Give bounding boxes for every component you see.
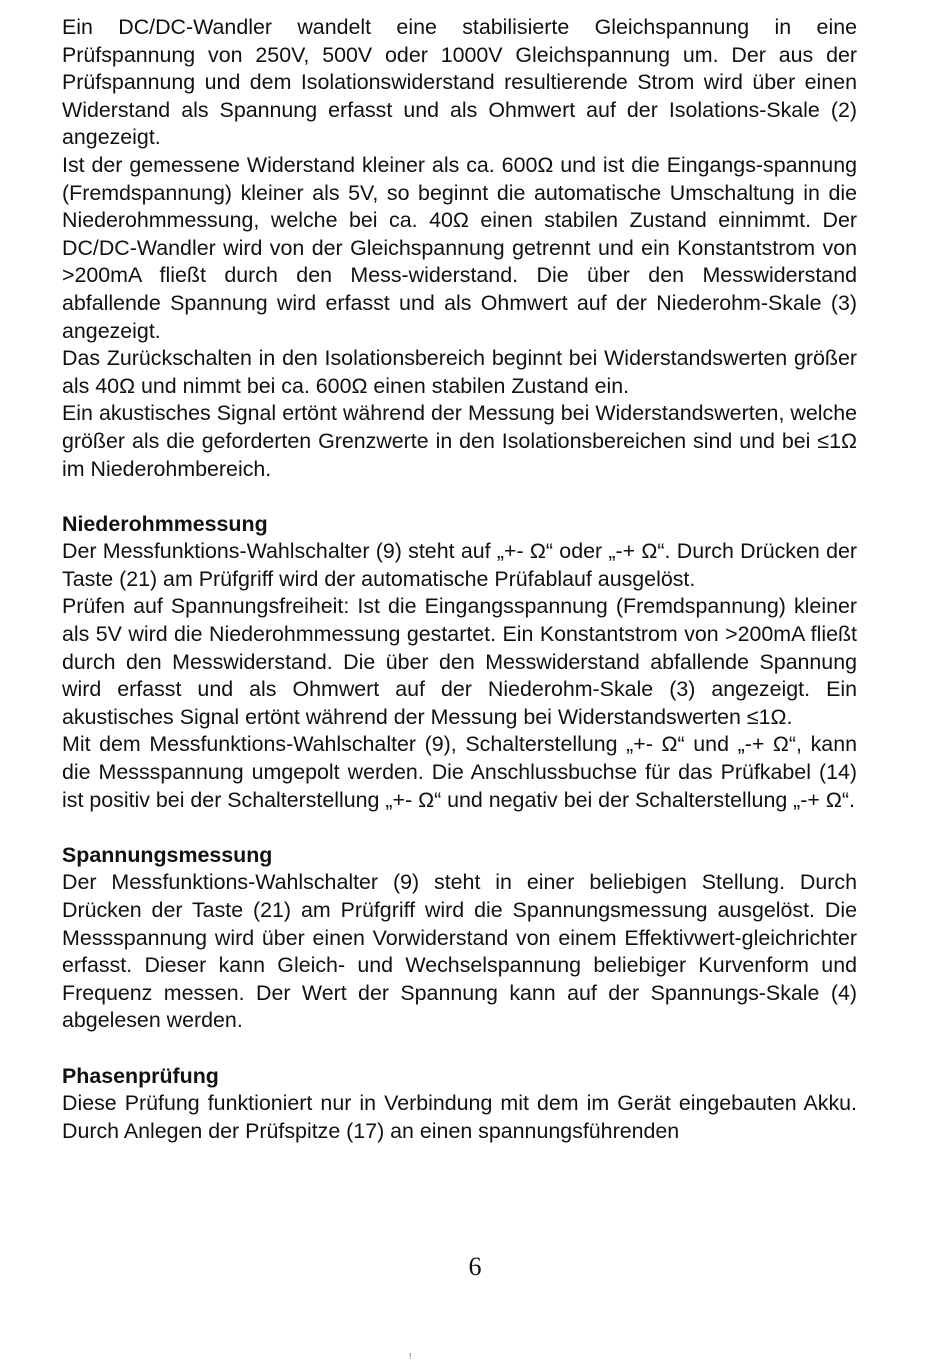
niederohm-paragraph-3: Mit dem Messfunktions-Wahlschalter (9), Schalterstellung „+- Ω“ und „-+ Ω“, kann die Messspannung umgepolt werden. Die Anschlussbuchse für das Prüfkabel (14) ist positiv bei der Schalterstellung „+- Ω“ und negativ bei der Schalterstellung „-+ Ω“.: [62, 732, 857, 812]
intro-paragraph-low-resistance-switch: Ist der gemessene Widerstand kleiner als ca. 600Ω und ist die Eingangs-spannung (Fremdspannung) kleiner als 5V, so beginnt die automatische Umschaltung in die Niederohmmessung, welche bei ca. 40Ω einen stabilen Zustand einnimmt. Der DC/DC-Wandler wird von der Gleichspannung getrennt und ein Konstantstrom von >200mA fließt durch den Mess-widerstand. Die über den Messwiderstand abfallende Spannung wird erfasst und als Ohmwert auf der Niederohm-Skale (3) angezeigt.: [62, 152, 857, 343]
niederohm-paragraph-1: Der Messfunktions-Wahlschalter (9) steht auf „+- Ω“ oder „-+ Ω“. Durch Drücken der Taste (21) am Prüfgriff wird der automatische Prüfablauf ausgelöst.: [62, 539, 857, 591]
section-heading-phasenpruefung: Phasenprüfung: [62, 1063, 219, 1088]
section-heading-spannungsmessung: Spannungsmessung: [62, 842, 273, 867]
spannung-paragraph-1: Der Messfunktions-Wahlschalter (9) steht in einer beliebigen Stellung. Durch Drücken der Taste (21) am Prüfgriff wird die Spannungsmessung ausgelöst. Die Messspannung wird über einen Vorwiderstand von einem Effektivwert-gleichrichter erfasst. Dieser kann Gleich- und Wechselspannung beliebiger Kurvenform und Frequenz messen. Der Wert der Spannung kann auf der Spannungs-Skale (4) abgelesen werden.: [62, 870, 857, 1033]
section-heading-niederohmmessung: Niederohmmessung: [62, 511, 268, 536]
intro-paragraph-converter: Ein DC/DC-Wandler wandelt eine stabilisierte Gleichspannung in eine Prüfspannung von 250V, 500V oder 1000V Gleichspannung um. Der aus der Prüfspannung und dem Isolationswiderstand resultierende Strom wird über einen Widerstand als Spannung erfasst und als Ohmwert auf der Isolations-Skale (2) angezeigt.: [62, 15, 857, 150]
intro-paragraph-acoustic-signal: Ein akustisches Signal ertönt während der Messung bei Widerstandswerten, welche größer als die geforderten Grenzwerte in den Isolationsbereichen sind und bei ≤1Ω im Niederohmbereich.: [62, 401, 857, 481]
intro-paragraph-switch-back: Das Zurückschalten in den Isolationsbereich beginnt bei Widerstandswerten größer als 40Ω und nimmt bei ca. 600Ω einen stabilen Zustand ein.: [62, 346, 857, 398]
phase-paragraph-1: Diese Prüfung funktioniert nur in Verbindung mit dem im Gerät eingebauten Akku. Durch Anlegen der Prüfspitze (17) an einen spannungsführenden: [62, 1091, 857, 1143]
niederohm-paragraph-2: Prüfen auf Spannungsfreiheit: Ist die Eingangsspannung (Fremdspannung) kleiner als 5V wird die Niederohmmessung gestartet. Ein Konstantstrom von >200mA fließt durch den Messwiderstand. Die über den Messwiderstand abfallende Spannung wird erfasst und als Ohmwert auf der Niederohm-Skale (3) angezeigt. Ein akustisches Signal ertönt während der Messung bei Widerstandswerten ≤1Ω.: [62, 594, 857, 729]
scan-mark: !: [409, 1352, 412, 1361]
page-body: [62, 14, 857, 1145]
page-number: 6: [468, 1252, 482, 1281]
